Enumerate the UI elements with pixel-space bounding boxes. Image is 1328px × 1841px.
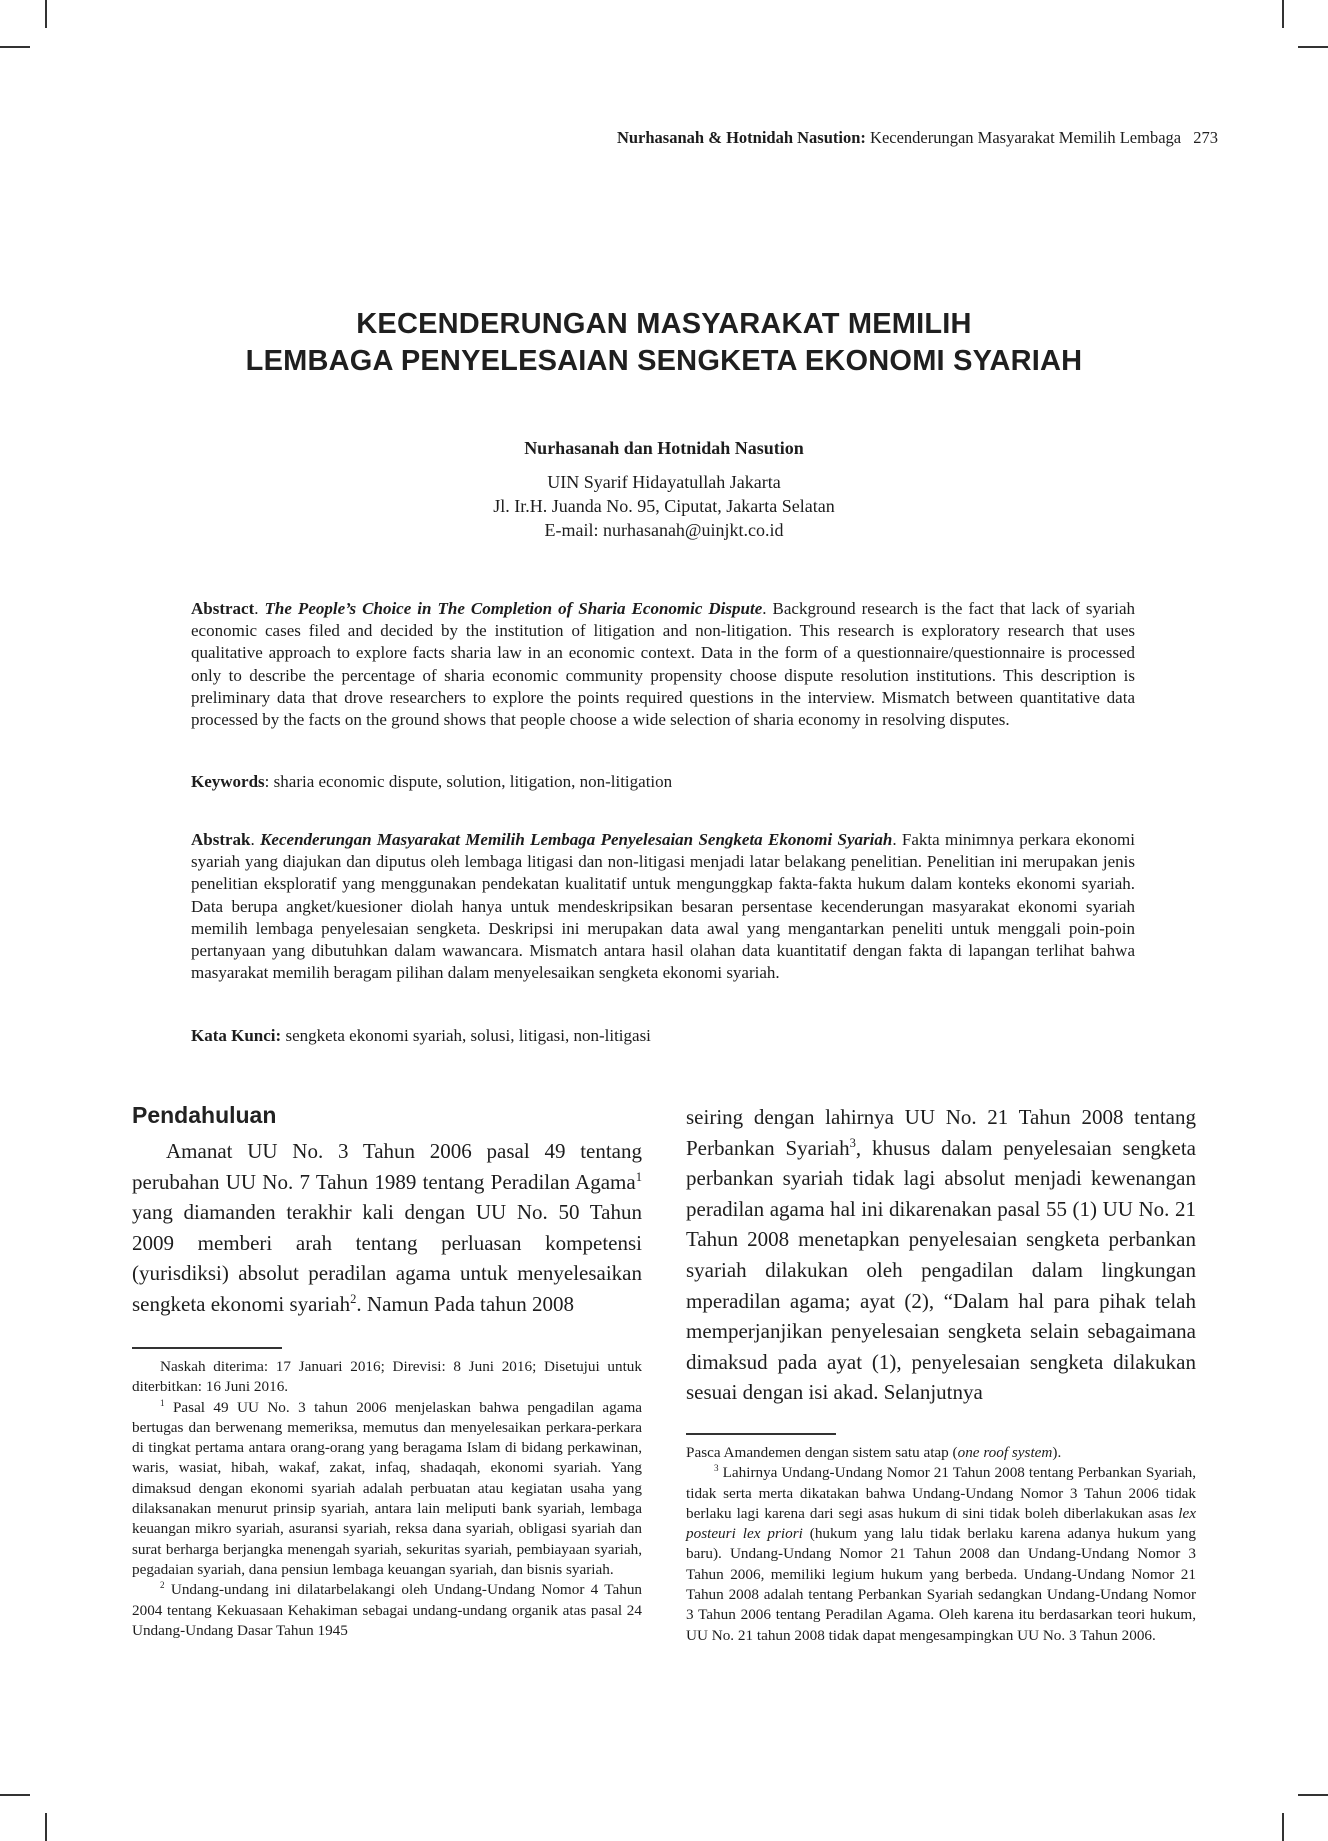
footnote-rule-right <box>686 1433 836 1435</box>
crop-mark-bottom-left-h <box>0 1794 30 1796</box>
keywords-text: sharia economic dispute, solution, litigation, non-litigation <box>273 772 673 791</box>
affiliation-block <box>150 470 1178 542</box>
abstract-title: The People’s Choice in The Completion of Sharia Economic Dispute <box>264 599 763 618</box>
address: Jl. Ir.H. Juanda No. 95, Ciputat, Jakarta Selatan <box>493 496 835 516</box>
body-text: yang diamanden terakhir kali dengan UU No. 50 Tahun 2009 memberi arah tentang perluasan kompetensi (yurisdiksi) absolut peradilan agama untuk menyelesaikan sengketa ekonomi syariah <box>132 1200 642 1316</box>
continuation-italic: one roof system <box>957 1444 1053 1461</box>
body-column-left <box>132 1136 642 1320</box>
abstract-indonesian: Abstrak. Kecenderungan Masyarakat Memilih Lembaga Penyelesaian Sengketa Ekonomi Syariah. Fakta minimnya perkara ekonomi syariah yang diajukan dan diputus oleh lembaga litigasi dan non-litigasi menjadi latar belakang penelitian. Penelitian ini merupakan jenis penelitian eksploratif yang menggunakan pendekatan kualitatif untuk mengunggkap fakta-fakta hukum dalam konteks ekonomi syariah. Data berupa angket/kuesioner diolah hanya untuk mendeskripsikan besaran persentase kecenderungan masyarakat ekonomi syariah memilih lembaga penyelesaian sengketa. Deskripsi ini merupakan data awal yang mengantarkan peneliti untuk menggali poin-poin pertanyaan yang dibutuhkan dalam wawancara. Mismatch antara hasil olahan data kuantitatif dengan fakta di lapangan terlihat bahwa masyarakat memilih beragam pilihan dalam menyelesaikan sengketa ekonomi syariah. <box>191 830 1136 983</box>
article-authors: Nurhasanah dan Hotnidah Nasution <box>524 438 804 458</box>
keywords-english: Keywords: sharia economic dispute, solution, litigation, non-litigation <box>191 772 673 791</box>
footnotes-left <box>132 1357 642 1641</box>
crop-mark-top-left <box>45 0 47 28</box>
running-head <box>480 128 1218 148</box>
crop-mark-top-right-h <box>1298 46 1328 48</box>
body-column-right <box>686 1102 1196 1408</box>
footnote-continuation <box>686 1443 1196 1463</box>
abstrak-label: Abstrak <box>191 830 251 849</box>
body-text: Amanat UU No. 3 Tahun 2006 pasal 49 tentang perubahan UU No. 7 Tahun 1989 tentang Peradilan Agama <box>132 1139 642 1194</box>
kata-kunci-label: Kata Kunci: <box>191 1026 282 1045</box>
footnote-ref-3[interactable]: 3 <box>849 1135 856 1150</box>
kata-kunci-text: sengketa ekonomi syariah, solusi, litigasi, non-litigasi <box>285 1026 651 1045</box>
footnote-3-italic: lex posteuri lex priori <box>686 1504 1196 1543</box>
abstract-text: Background research is the fact that lack of syariah economic cases filed and decided by the institution of litigation and non-litigation. This research is exploratory research that uses qualitative approach to explore facts sharia law in an economic context. Data in the form of a questionnaire/questionnaire is processed only to describe the percentage of sharia economic community propensity choose dispute resolution institutions. This description is preliminary data that drove researchers to explore the points required questions in the interview. Mismatch between quantitative data processed by the facts on the ground shows that people choose a wide selection of sharia economy in resolving disputes. <box>191 599 1135 730</box>
footnote-3 <box>686 1463 1196 1646</box>
crop-mark-bottom-left <box>45 1813 47 1841</box>
footnote-2-mark: 2 <box>160 1580 165 1591</box>
footnote-3-text: Lahirnya Undang-Undang Nomor 21 Tahun 2008 tentang Perbankan Syariah, tidak serta merta dikatakan bahwa Undang-Undang Nomor 3 Tahun 2006 tidak berlaku lagi karena dari segi asas hukum di sini tidak boleh diberlakukan asas <box>686 1464 1197 1522</box>
abstract-english: Abstract. The People’s Choice in The Completion of Sharia Economic Dispute. Background research is the fact that lack of syariah economic cases filed and decided by the institution of litigation and non-litigation. This research is exploratory research that uses qualitative approach to explore facts sharia law in an economic context. Data in the form of a questionnaire/questionnaire is processed only to describe the percentage of sharia economic community propensity choose dispute resolution institutions. This description is preliminary data that drove researchers to explore the points required questions in the interview. Mismatch between quantitative data processed by the facts on the ground shows that people choose a wide selection of sharia economy in resolving disputes. <box>191 599 1135 730</box>
footnote-ref-2[interactable]: 2 <box>350 1291 357 1306</box>
affiliation: UIN Syarif Hidayatullah Jakarta <box>547 472 781 492</box>
footnotes-right <box>686 1443 1196 1646</box>
running-head-authors: Nurhasanah & Hotnidah Nasution: <box>616 128 866 147</box>
abstract-label: Abstract <box>191 599 255 618</box>
page-number: 273 <box>1193 128 1218 147</box>
footnote-rule-left <box>132 1347 282 1349</box>
article-title <box>150 306 1178 380</box>
crop-mark-top-right <box>1282 0 1284 28</box>
footnote-1-mark: 1 <box>160 1397 165 1408</box>
keywords-label: Keywords <box>191 772 265 791</box>
footnote-3-text-end: (hukum yang lalu tidak berlaku karena adanya hukum yang baru). Undang-Undang Nomor 21 Tahun 2008 dan Undang-Undang Nomor 3 Tahun 2006, memiliki legium hukum yang berbeda. Undang-Undang Nomor 21 Tahun 2008 adalah tentang Perbankan Syariah sedangkan Undang-Undang Nomor 3 Tahun 2006 tentang Peradilan Agama. Oleh karena itu berdasarkan teori hukum, UU No. 21 tahun 2008 tidak dapat mengesampingkan UU No. 3 Tahun 2006. <box>686 1525 1196 1644</box>
keywords-indonesian <box>191 1025 1135 1047</box>
crop-mark-bottom-right-h <box>1298 1794 1328 1796</box>
article-title-line-1: KECENDERUNGAN MASYARAKAT MEMILIH <box>356 308 972 340</box>
footnote-3-mark: 3 <box>714 1463 719 1474</box>
footnote-ref-1[interactable]: 1 <box>635 1169 642 1184</box>
footnote-2 <box>132 1580 642 1641</box>
body-text: . Namun Pada tahun 2008 <box>356 1291 574 1316</box>
abstrak-title: Kecenderungan Masyarakat Memilih Lembaga Penyelesaian Sengketa Ekonomi Syariah <box>260 830 893 849</box>
received-note: Naskah diterima: 17 Januari 2016; Direvisi: 8 Juni 2016; Disetujui untuk diterbitkan: 16 Juni 2016. <box>132 1358 642 1396</box>
running-head-title: Kecenderungan Masyarakat Memilih Lembaga <box>870 128 1182 147</box>
crop-mark-bottom-right <box>1282 1813 1284 1841</box>
continuation-end: ). <box>1052 1444 1062 1461</box>
section-heading: Pendahuluan <box>132 1102 277 1128</box>
crop-mark-top-left-h <box>0 46 30 48</box>
continuation-text: Pasca Amandemen dengan sistem satu atap ( <box>686 1444 958 1461</box>
abstrak-text: Fakta minimnya perkara ekonomi syariah yang diajukan dan diputus oleh lembaga litigasi dan non-litigasi menjadi latar belakang penelitian. Penelitian ini merupakan jenis penelitian eksploratif yang menggunakan pendekatan kualitatif untuk mengunggkap fakta-fakta hukum dalam konteks ekonomi syariah. Data berupa angket/kuesioner diolah hanya untuk mendeskripsikan besaran persentase kecenderungan masyarakat ekonomi syariah memilih lembaga penyelesaian sengketa. Deskripsi ini merupakan data awal yang mengantarkan peneliti untuk menggali poin-poin pertanyaan yang dibutuhkan dalam wawancara. Mismatch antara hasil olahan data kuantitatif dengan fakta di lapangan terlihat bahwa masyarakat memilih beragam pilihan dalam menyelesaikan sengketa ekonomi syariah. <box>191 830 1136 983</box>
footnote-2-text: Undang-undang ini dilatarbelakangi oleh Undang-Undang Nomor 4 Tahun 2004 tentang Kekuasaan Kehakiman sebagai undang-undang organik atas pasal 24 Undang-Undang Dasar Tahun 1945 <box>132 1581 643 1639</box>
article-title-line-2: LEMBAGA PENYELESAIAN SENGKETA EKONOMI SYARIAH <box>245 345 1083 377</box>
email: E-mail: nurhasanah@uinjkt.co.id <box>544 520 784 540</box>
footnote-1 <box>132 1398 642 1581</box>
body-text: seiring dengan lahirnya UU No. 21 Tahun 2008 tentang Perbankan Syariah <box>686 1105 1196 1160</box>
footnote-1-text: Pasal 49 UU No. 3 tahun 2006 menjelaskan bahwa pengadilan agama bertugas dan berwenang memeriksa, memutus dan menyelesaikan perkara-perkara di tingkat pertama antara orang-orang yang beragama Islam di bidang perkawinan, waris, wasiat, hibah, wakaf, zakat, infaq, shadaqah, ekonomi syariah. Yang dimaksud dengan ekonomi syariah adalah perbuatan atau kegiatan usaha yang dilaksanakan menurut prinsip syariah, antara lain meliputi bank syariah, lembaga keuangan mikro syariah, asuransi syariah, reksa dana syariah, obligasi syariah dan surat berharga berjangka menengah syariah, sekuritas syariah, pembiayaan syariah, pegadaian syariah, dana pensiun lembaga keuangan syariah, dan bisnis syariah. <box>132 1398 643 1578</box>
body-text: , khusus dalam penyelesaian sengketa perbankan syariah tidak lagi absolut menjadi kewenangan peradilan agama hal ini dikarenakan pasal 55 (1) UU No. 21 Tahun 2008 menetapkan penyelesaian sengketa perbankan syariah dilakukan oleh pengadilan dalam lingkungan mperadilan agama; ayat (2), “Dalam hal para pihak telah memperjanjikan penyelesaian sengketa selain sebagaimana dimaksud pada ayat (1), penyelesaian sengketa dilakukan sesuai dengan isi akad. Selanjutnya <box>686 1135 1196 1405</box>
